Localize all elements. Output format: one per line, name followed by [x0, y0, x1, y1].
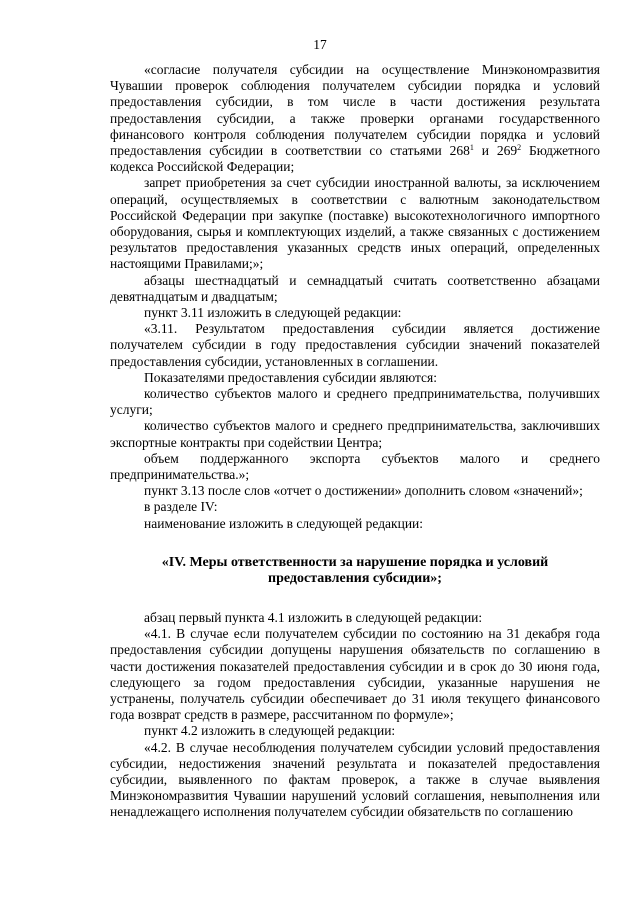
paragraph: пункт 3.11 изложить в следующей редакции: — [144, 305, 402, 321]
paragraph: количество субъектов малого и среднего предпринимательства, заключивших экспортные контракты при содействии Центра; — [110, 418, 600, 450]
paragraph-text: «согласие получателя субсидии на осуществление Минэкономразвития Чувашии проверок соблюдения получателем субсидии порядка и условий предоставления субсидии, в том числе в части достижения результата предоставления субсидии, а также проверки органами государственного финансового контроля соблюдения получателем субсидии порядка и условий предоставления субсидии в соответствии со статьями 268 — [110, 62, 600, 159]
paragraph: абзац первый пункта 4.1 изложить в следующей редакции: — [144, 609, 483, 625]
paragraph: абзацы шестнадцатый и семнадцатый считать соответственно абзацами девятнадцатым и двадцатым; — [110, 272, 600, 304]
paragraph: пункт 3.13 после слов «отчет о достижении» дополнить словом «значений»; — [144, 483, 583, 499]
superscript: 1 — [469, 143, 474, 153]
section-heading-line: «IV. Меры ответственности за нарушение порядка и условий — [161, 554, 549, 570]
paragraph: количество субъектов малого и среднего предпринимательства, получивших услуги; — [110, 386, 600, 418]
paragraph: Показателями предоставления субсидии являются: — [144, 369, 437, 385]
paragraph: запрет приобретения за счет субсидии иностранной валюты, за исключением операций, осуществляемых в соответствии с валютным законодательством Российской Федерации при закупке (поставке) высокотехнологичного импортного оборудования, сырья и комплектующих изделий, а также связанных с достижением результатов предоставления указанных средств иных операций, определенных настоящими Правилами;»; — [110, 175, 600, 272]
paragraph-text: и 269 — [473, 143, 518, 159]
paragraph: «4.1. В случае если получателем субсидии по состоянию на 31 декабря года предоставления субсидии допущены нарушения обязательств по соглашению в части достижения показателей предоставления субсидии и в срок до 30 июня года, следующего за годом предоставления субсидии, указанные нарушения не устранены, получатель субсидии обеспечивает до 31 июля текущего финансового года возврат средств в размере, рассчитанном по формуле»; — [110, 626, 600, 723]
paragraph: объем поддержанного экспорта субъектов малого и среднего предпринимательства.»; — [110, 450, 600, 483]
page-number: 17 — [313, 37, 327, 52]
paragraph: «4.2. В случае несоблюдения получателем субсидии условий предоставления субсидии, недостижения значений результата и показателей предоставления субсидии, выявленного по фактам проверок, а также в случае выявления Минэкономразвития Чувашии нарушений условий соглашения, невыполнения или ненадлежащего исполнения получателем субсидии обязательств по соглашению — [110, 739, 600, 820]
paragraph — [110, 62, 600, 175]
paragraph: в разделе IV: — [144, 499, 218, 515]
paragraph: пункт 4.2 изложить в следующей редакции: — [144, 723, 396, 739]
superscript: 2 — [517, 143, 522, 153]
section-heading-line: предоставления субсидии»; — [268, 571, 442, 587]
section-heading — [110, 555, 600, 588]
paragraph-text: Бюджетного кодекса Российской Федерации; — [110, 143, 600, 175]
document-body — [110, 62, 600, 821]
paragraph: наименование изложить в следующей редакции: — [144, 515, 424, 531]
paragraph: «3.11. Результатом предоставления субсидии является достижение получателем субсидии в году предоставления субсидии значений показателей предоставления субсидии, установленных в соглашении. — [110, 321, 600, 369]
